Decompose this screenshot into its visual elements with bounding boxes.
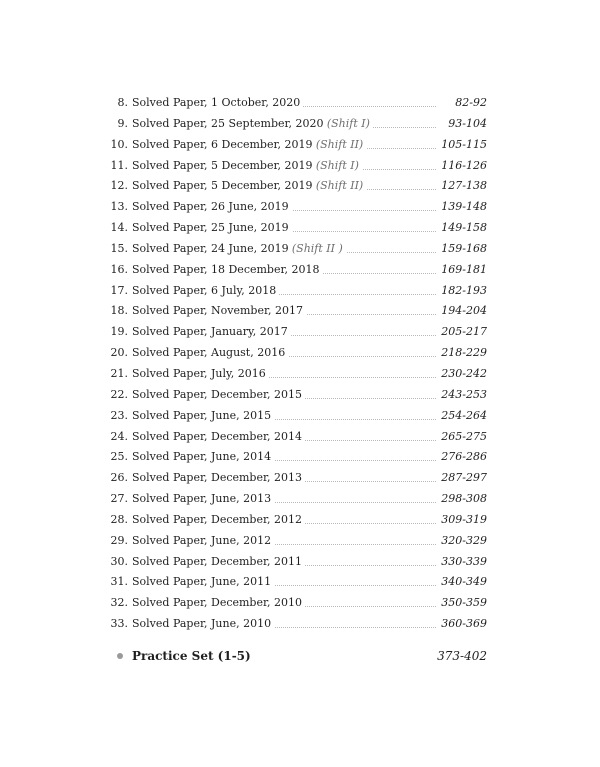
entry-pages: 182-193 (441, 283, 487, 297)
entry-shift: (Shift I) (326, 116, 370, 130)
entry-title-text: Solved Paper, June, 2012 (132, 533, 272, 547)
entry-pages: 330-339 (441, 554, 487, 568)
entry-title-text: Solved Paper, June, 2010 (132, 617, 272, 631)
entry-title (132, 593, 305, 613)
entry-title-text: Solved Paper, November, 2017 (132, 304, 303, 318)
entry-title (132, 447, 274, 467)
entry-title (132, 301, 306, 321)
entry-number: 11. (110, 158, 128, 172)
entry-number: 15. (110, 241, 128, 255)
entry-title-text: Solved Paper, 25 June, 2019 (132, 221, 289, 235)
entry-title (132, 489, 274, 509)
entry-title-text: Solved Paper, December, 2014 (132, 429, 303, 443)
entry-number: 31. (110, 575, 128, 589)
toc-entry[interactable] (0, 176, 600, 197)
entry-title-text: Solved Paper, June, 2011 (132, 575, 272, 589)
toc-entry[interactable] (0, 281, 600, 302)
entry-title (132, 614, 274, 634)
entry-number: 12. (110, 179, 128, 193)
entry-pages: 309-319 (441, 512, 487, 526)
toc-entry[interactable] (0, 572, 600, 593)
toc-entry[interactable] (0, 593, 600, 614)
entry-pages: 194-204 (441, 304, 487, 318)
entry-title-text: Solved Paper, 5 December, 2019 (132, 158, 313, 172)
entry-pages: 116-126 (441, 158, 487, 172)
entry-title-text: Solved Paper, 5 December, 2019 (132, 179, 313, 193)
entry-pages: 243-253 (441, 387, 487, 401)
entry-pages: 350-359 (441, 596, 487, 610)
toc-entry[interactable] (0, 427, 600, 448)
toc-entry[interactable] (0, 301, 600, 322)
entry-number: 23. (110, 408, 128, 422)
entry-title (132, 114, 373, 134)
entry-pages: 230-242 (441, 366, 487, 380)
entry-title-text: Solved Paper, January, 2017 (132, 325, 288, 339)
toc-entry[interactable] (0, 197, 600, 218)
entry-pages: 340-349 (441, 575, 487, 589)
entry-pages: 127-138 (441, 179, 487, 193)
entry-number: 25. (110, 450, 128, 464)
entry-title (132, 197, 292, 217)
entry-pages: 82-92 (455, 96, 487, 109)
entry-number: 13. (110, 200, 128, 214)
entry-number: 14. (110, 221, 128, 235)
toc-entry[interactable] (0, 135, 600, 156)
toc-entry[interactable] (0, 489, 600, 510)
entry-shift: (Shift II ) (291, 241, 343, 255)
entry-pages: 265-275 (441, 429, 487, 443)
toc-entry[interactable] (0, 552, 600, 573)
table-of-contents (0, 93, 600, 635)
entry-title (132, 427, 305, 447)
toc-entry[interactable] (0, 93, 600, 114)
entry-pages: 149-158 (441, 221, 487, 235)
toc-entry[interactable] (0, 385, 600, 406)
entry-title-text: Solved Paper, June, 2014 (132, 450, 272, 464)
entry-title-text: Solved Paper, December, 2011 (132, 554, 303, 568)
entry-pages: 298-308 (441, 492, 487, 506)
toc-entry[interactable] (0, 239, 600, 260)
toc-entry[interactable] (0, 406, 600, 427)
entry-title (132, 260, 323, 280)
entry-pages: 159-168 (441, 241, 487, 255)
entry-title (132, 239, 346, 259)
entry-title (132, 510, 305, 530)
entry-title-text: Solved Paper, 24 June, 2019 (132, 241, 289, 255)
entry-title (132, 343, 288, 363)
entry-number: 17. (110, 283, 128, 297)
entry-number: 32. (110, 596, 128, 610)
entry-title (132, 468, 305, 488)
entry-pages: 218-229 (441, 346, 487, 360)
toc-entry[interactable] (0, 156, 600, 177)
entry-title (132, 385, 305, 405)
entry-title-text: Solved Paper, December, 2012 (132, 512, 303, 526)
entry-number: 10. (110, 137, 128, 151)
entry-number: 26. (110, 471, 128, 485)
entry-shift: (Shift II) (315, 137, 364, 151)
entry-number: 27. (110, 492, 128, 506)
entry-title-text: Solved Paper, 18 December, 2018 (132, 262, 320, 276)
entry-pages: 105-115 (441, 137, 487, 151)
entry-title (132, 135, 366, 155)
entry-title (132, 322, 291, 342)
entry-title-text: Solved Paper, 25 September, 2020 (132, 116, 324, 130)
entry-number: 22. (110, 387, 128, 401)
entry-title (132, 406, 274, 426)
entry-title-text: Solved Paper, December, 2010 (132, 596, 303, 610)
entry-number: 20. (110, 346, 128, 360)
entry-number: 30. (110, 554, 128, 568)
entry-number: 8. (117, 96, 128, 109)
toc-entry[interactable] (0, 218, 600, 239)
toc-entry[interactable] (0, 447, 600, 468)
entry-title (132, 531, 274, 551)
entry-title-text: Solved Paper, 1 October, 2020 (132, 96, 301, 109)
entry-pages: 254-264 (441, 408, 487, 422)
toc-entry[interactable] (0, 531, 600, 552)
entry-title-text: Solved Paper, June, 2013 (132, 492, 272, 506)
practice-set-pages: 373-402 (437, 649, 487, 663)
entry-title-text: Solved Paper, August, 2016 (132, 346, 286, 360)
practice-set-entry[interactable] (0, 645, 600, 667)
entry-pages: 93-104 (448, 116, 487, 130)
entry-title (132, 93, 303, 113)
entry-shift: (Shift I) (315, 158, 359, 172)
entry-title-text: Solved Paper, 6 July, 2018 (132, 283, 277, 297)
practice-set-title: Practice Set (1-5) (132, 649, 251, 663)
entry-pages: 287-297 (441, 471, 487, 485)
entry-pages: 276-286 (441, 450, 487, 464)
entry-title (132, 156, 362, 176)
entry-number: 19. (110, 325, 128, 339)
entry-title (132, 552, 305, 572)
entry-number: 33. (110, 617, 128, 631)
entry-title-text: Solved Paper, 26 June, 2019 (132, 200, 289, 214)
toc-entry[interactable] (0, 468, 600, 489)
entry-title (132, 281, 279, 301)
bullet-icon (117, 653, 123, 659)
entry-title (132, 364, 269, 384)
toc-entry[interactable] (0, 343, 600, 364)
entry-number: 9. (117, 116, 128, 130)
entry-title (132, 218, 292, 238)
entry-pages: 360-369 (441, 617, 487, 631)
toc-entry[interactable] (0, 364, 600, 385)
entry-title-text: Solved Paper, June, 2015 (132, 408, 272, 422)
entry-pages: 139-148 (441, 200, 487, 214)
entry-number: 29. (110, 533, 128, 547)
entry-number: 28. (110, 512, 128, 526)
toc-entry[interactable] (0, 114, 600, 135)
entry-title-text: Solved Paper, July, 2016 (132, 366, 266, 380)
entry-number: 16. (110, 262, 128, 276)
toc-entry[interactable] (0, 260, 600, 281)
toc-entry[interactable] (0, 322, 600, 343)
entry-title (132, 176, 366, 196)
entry-title-text: Solved Paper, 6 December, 2019 (132, 137, 313, 151)
entry-pages: 320-329 (441, 533, 487, 547)
entry-pages: 169-181 (441, 262, 487, 276)
toc-entry[interactable] (0, 614, 600, 635)
entry-shift: (Shift II) (315, 179, 364, 193)
entry-title (132, 572, 274, 592)
entry-number: 21. (110, 366, 128, 380)
entry-pages: 205-217 (441, 325, 487, 339)
toc-entry[interactable] (0, 510, 600, 531)
entry-number: 24. (110, 429, 128, 443)
entry-number: 18. (110, 304, 128, 318)
entry-title-text: Solved Paper, December, 2015 (132, 387, 303, 401)
entry-title-text: Solved Paper, December, 2013 (132, 471, 303, 485)
